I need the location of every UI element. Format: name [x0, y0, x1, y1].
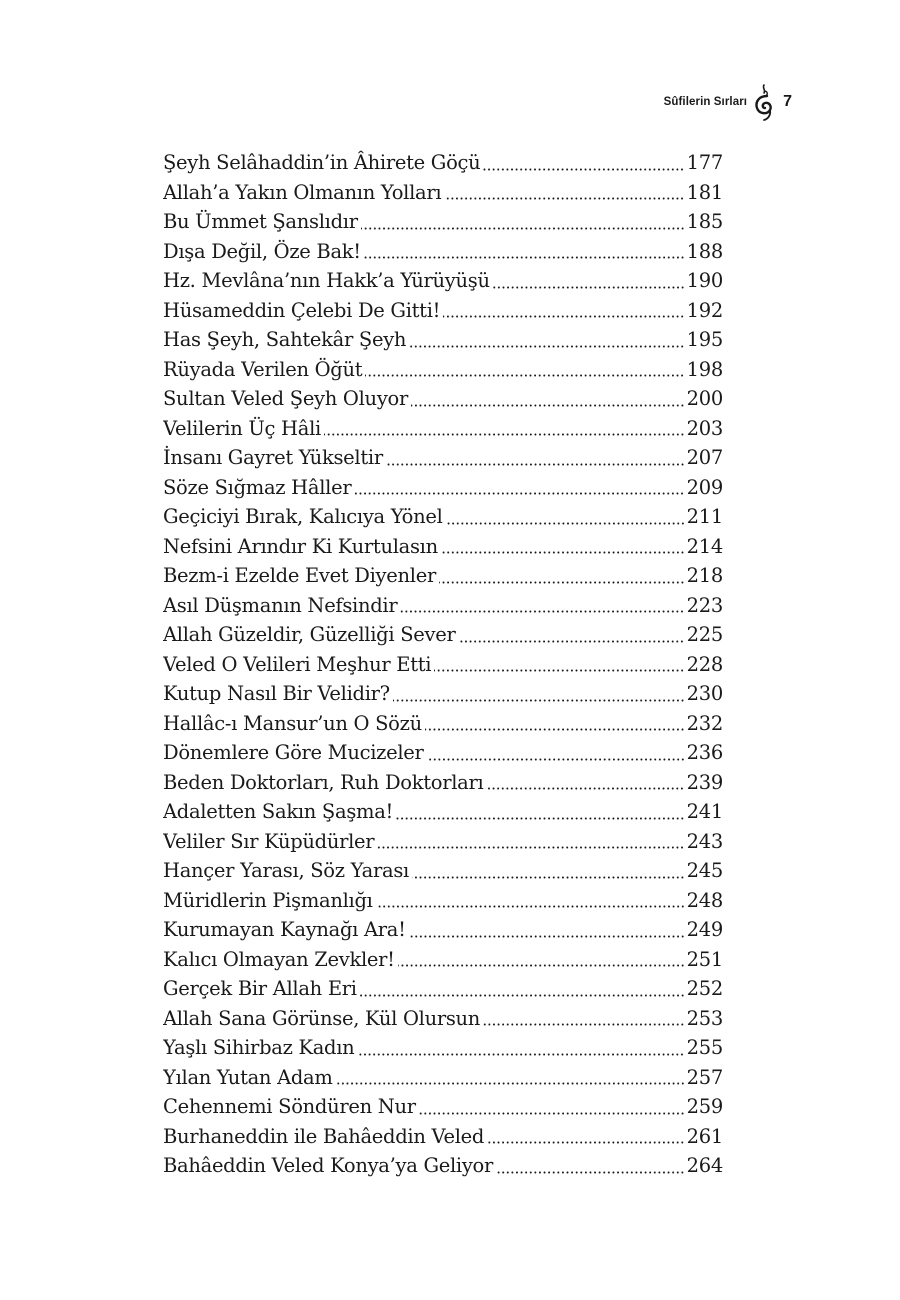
dot-leader: [483, 1023, 685, 1026]
dot-leader: [386, 463, 685, 466]
toc-entry-page: 232: [686, 711, 723, 735]
toc-entry-title: Cehennemi Söndüren Nur: [163, 1095, 416, 1118]
dot-leader: [486, 787, 684, 790]
toc-entry: [163, 886, 723, 916]
dot-leader: [434, 669, 684, 672]
dot-leader: [443, 315, 684, 318]
toc-entry-page: 239: [686, 770, 723, 794]
dot-leader: [398, 964, 685, 967]
toc-entry-title: Hançer Yarası, Söz Yarası: [163, 859, 409, 882]
toc-entry-page: 255: [686, 1036, 723, 1059]
toc-entry-page: 261: [686, 1124, 723, 1148]
toc-entry-title: Veled O Velileri Meşhur Etti: [163, 652, 432, 676]
toc-entry: [163, 148, 723, 178]
toc-entry-page: 228: [686, 652, 723, 676]
toc-entry: [163, 1033, 723, 1063]
dot-leader: [487, 1141, 685, 1144]
dot-leader: [496, 1171, 685, 1174]
toc-entry-title: Kalıcı Olmayan Zevkler!: [163, 947, 395, 971]
toc-entry-page: 200: [686, 387, 723, 410]
toc-entry-title: Sultan Veled Şeyh Oluyor: [163, 387, 408, 410]
toc-entry-page: 198: [686, 357, 723, 381]
dot-leader: [400, 610, 684, 613]
toc-entry-page: 188: [686, 239, 723, 263]
toc-entry: [163, 709, 723, 739]
dot-leader: [483, 168, 684, 171]
dot-leader: [336, 1082, 685, 1085]
toc-entry-page: 225: [686, 623, 723, 646]
dot-leader: [365, 374, 684, 377]
toc-entry-page: 264: [686, 1154, 723, 1177]
toc-entry-title: Nefsini Arındır Ki Kurtulasın: [163, 534, 438, 558]
toc-entry-page: 249: [686, 918, 723, 941]
dot-leader: [411, 404, 685, 407]
toc-entry-title: Velilerin Üç Hâli: [163, 416, 321, 440]
toc-entry-title: Asıl Düşmanın Nefsindir: [163, 593, 398, 617]
toc-entry-page: 214: [686, 534, 723, 558]
toc-entry-title: Dönemlere Göre Mucizeler: [163, 741, 424, 764]
toc-entry-title: Adaletten Sakın Şaşma!: [163, 800, 394, 823]
toc-entry-page: 207: [686, 446, 723, 469]
dot-leader: [419, 1112, 685, 1115]
toc-entry: [163, 473, 723, 503]
toc-entry-title: Bu Ümmet Şanslıdır: [163, 210, 358, 233]
toc-entry: [163, 502, 723, 532]
toc-entry-title: İnsanı Gayret Yükseltir: [163, 446, 383, 469]
toc-entry-page: 192: [686, 298, 723, 322]
toc-entry-title: Bezm-i Ezelde Evet Diyenler: [163, 564, 436, 587]
toc-entry-title: Allah Sana Görünse, Kül Olursun: [163, 1006, 481, 1030]
dot-leader: [376, 905, 685, 908]
dot-leader: [354, 492, 684, 495]
toc-entry-page: 243: [686, 829, 723, 853]
toc-entry-title: Hz. Mevlâna’nın Hakk’a Yürüyüşü: [163, 269, 490, 292]
calligraphic-ornament-icon: [751, 82, 777, 122]
toc-entry-title: Bahâeddin Veled Konya’ya Geliyor: [163, 1154, 494, 1177]
toc-entry: [163, 414, 723, 444]
toc-entry-page: 223: [686, 593, 723, 617]
toc-entry-page: 218: [686, 564, 723, 587]
dot-leader: [444, 197, 684, 200]
toc-entry-page: 257: [686, 1065, 723, 1089]
toc-entry: [163, 915, 723, 945]
toc-entry: [163, 974, 723, 1004]
toc-entry: [163, 797, 723, 827]
toc-entry-page: 251: [686, 947, 723, 971]
toc-entry-page: 230: [686, 682, 723, 705]
toc-entry-page: 245: [686, 859, 723, 882]
toc-entry: [163, 296, 723, 326]
dot-leader: [446, 522, 685, 525]
toc-entry-title: Şeyh Selâhaddin’in Âhirete Göçü: [163, 151, 481, 174]
toc-entry-page: 248: [686, 888, 723, 912]
toc-entry-title: Rüyada Verilen Öğüt: [163, 357, 363, 381]
toc-entry-title: Kurumayan Kaynağı Ara!: [163, 918, 406, 941]
toc-entry-title: Söze Sığmaz Hâller: [163, 475, 352, 499]
toc-entry: [163, 443, 723, 473]
toc-entry-page: 195: [686, 328, 723, 351]
dot-leader: [357, 1053, 684, 1056]
book-title: Sûfilerin Sırları: [663, 96, 748, 108]
toc-entry-title: Müridlerin Pişmanlığı: [163, 888, 373, 912]
toc-entry: [163, 325, 723, 355]
toc-entry-page: 259: [686, 1095, 723, 1118]
dot-leader: [439, 581, 685, 584]
dot-leader: [458, 640, 684, 643]
dot-leader: [412, 876, 685, 879]
toc-entry: [163, 591, 723, 621]
toc-entry-page: 177: [686, 151, 723, 174]
toc-entry-title: Burhaneddin ile Bahâeddin Veled: [163, 1124, 485, 1148]
toc-entry: [163, 856, 723, 886]
toc-entry: [163, 738, 723, 768]
toc-entry-title: Hüsameddin Çelebi De Gitti!: [163, 298, 441, 322]
dot-leader: [377, 846, 684, 849]
toc-entry-title: Hallâc-ı Mansur’un O Sözü: [163, 711, 422, 735]
toc-entry: [163, 532, 723, 562]
toc-entry: [163, 178, 723, 208]
toc-entry-title: Geçiciyi Bırak, Kalıcıya Yönel: [163, 505, 443, 528]
dot-leader: [393, 699, 685, 702]
dot-leader: [396, 817, 685, 820]
toc-entry-page: 253: [686, 1006, 723, 1030]
toc-entry-title: Gerçek Bir Allah Eri: [163, 977, 357, 1000]
toc-entry: [163, 207, 723, 237]
toc-entry-title: Allah’a Yakın Olmanın Yolları: [163, 180, 442, 204]
toc-entry: [163, 237, 723, 267]
toc-entry: [163, 620, 723, 650]
toc-entry-page: 209: [686, 475, 723, 499]
dot-leader: [360, 994, 685, 997]
toc-entry: [163, 1092, 723, 1122]
toc-entry-title: Yaşlı Sihirbaz Kadın: [163, 1036, 355, 1059]
toc-entry-page: 241: [686, 800, 723, 823]
toc-entry: [163, 266, 723, 296]
toc-entry: [163, 945, 723, 975]
toc-entry-page: 185: [686, 210, 723, 233]
dot-leader: [441, 551, 685, 554]
dot-leader: [324, 433, 685, 436]
dot-leader: [361, 227, 685, 230]
toc-entry: [163, 827, 723, 857]
dot-leader: [493, 286, 685, 289]
toc-entry: [163, 384, 723, 414]
toc-entry-page: 252: [686, 977, 723, 1000]
toc-entry: [163, 679, 723, 709]
toc-entry: [163, 1151, 723, 1181]
toc-entry-page: 190: [686, 269, 723, 292]
toc-entry-page: 203: [686, 416, 723, 440]
toc-entry-page: 181: [686, 180, 723, 204]
toc-entry: [163, 650, 723, 680]
toc-entry-title: Yılan Yutan Adam: [163, 1065, 333, 1089]
toc-entry: [163, 1122, 723, 1152]
toc-entry-title: Dışa Değil, Öze Bak!: [163, 239, 361, 263]
toc-entry-title: Beden Doktorları, Ruh Doktorları: [163, 770, 484, 794]
toc-entry: [163, 768, 723, 798]
dot-leader: [427, 758, 685, 761]
toc-entry-title: Allah Güzeldir, Güzelliği Sever: [163, 623, 456, 646]
toc-entry: [163, 355, 723, 385]
toc-entry: [163, 561, 723, 591]
toc-entry-page: 236: [686, 741, 723, 764]
running-header: [664, 82, 792, 122]
toc-entry-title: Kutup Nasıl Bir Velidir?: [163, 682, 390, 705]
toc-entry: [163, 1063, 723, 1093]
dot-leader: [409, 935, 685, 938]
dot-leader: [364, 256, 685, 259]
table-of-contents: [163, 148, 723, 1181]
page-number: 7: [783, 93, 792, 110]
toc-entry-title: Veliler Sır Küpüdürler: [163, 829, 375, 853]
toc-entry: [163, 1004, 723, 1034]
toc-entry-page: 211: [686, 505, 723, 528]
dot-leader: [425, 728, 685, 731]
dot-leader: [409, 345, 685, 348]
toc-entry-title: Has Şeyh, Sahtekâr Şeyh: [163, 328, 407, 351]
